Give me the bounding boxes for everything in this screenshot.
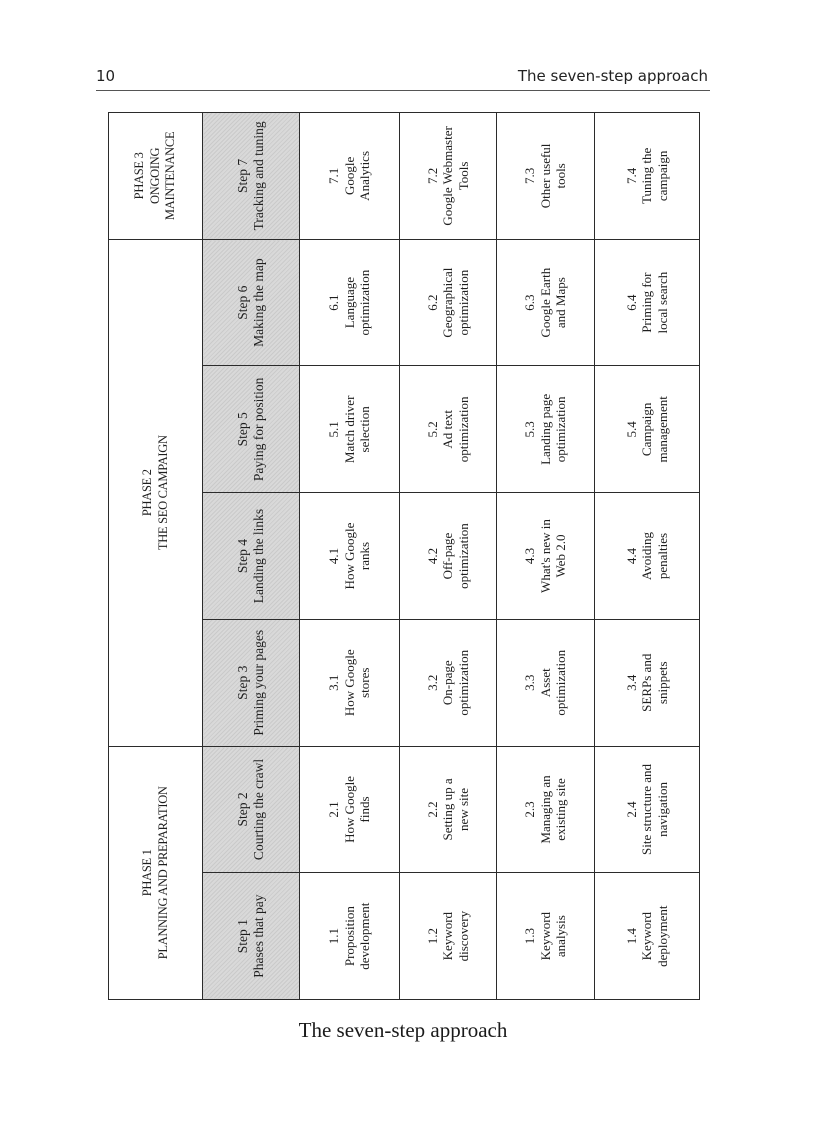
substep-number: 3.4 — [623, 674, 639, 691]
figure-caption: The seven-step approach — [298, 1018, 508, 1042]
substep-cell — [300, 113, 400, 240]
substep-text: optimization — [455, 649, 471, 716]
substep-cell — [497, 113, 595, 240]
substep-text: tools — [553, 163, 569, 189]
substep-text: Tuning the — [639, 147, 655, 205]
substep-row-2 — [400, 113, 497, 1000]
step-2-cell — [203, 746, 300, 873]
substep-cell — [497, 493, 595, 620]
step-1-cell — [203, 873, 300, 1000]
step-4-cell — [203, 493, 300, 620]
substep-number: 2.3 — [522, 801, 538, 818]
substep-text: Off-page — [440, 532, 456, 580]
substep-number: 3.3 — [522, 674, 538, 691]
seven-step-table — [108, 112, 700, 1000]
substep-cell — [595, 113, 700, 240]
substep-number: 3.1 — [326, 674, 342, 691]
step-5-cell — [203, 366, 300, 493]
substep-text: On-page — [440, 660, 456, 706]
phase-2-name: THE SEO CAMPAIGN — [155, 435, 170, 551]
substep-row-1 — [300, 113, 400, 1000]
substep-text: Asset — [537, 668, 553, 698]
substep-cell — [497, 239, 595, 366]
substep-number: 4.3 — [522, 547, 538, 565]
substep-text: navigation — [654, 782, 670, 837]
substep-number: 7.4 — [623, 167, 639, 185]
step-title: Priming your pages — [251, 629, 266, 736]
substep-text: and Maps — [553, 277, 569, 329]
substep-text: snippets — [654, 661, 670, 705]
substep-text: How Google — [341, 776, 357, 843]
substep-cell — [595, 873, 700, 1000]
substep-number: 7.1 — [326, 167, 342, 185]
substep-text: How Google — [341, 522, 357, 590]
substep-cell — [497, 619, 595, 746]
substep-cell — [300, 493, 400, 620]
substep-text: How Google — [341, 649, 357, 717]
substep-text: selection — [357, 406, 373, 453]
substep-number: 4.4 — [623, 547, 639, 565]
phase-1-name: PLANNING AND PREPARATION — [155, 786, 170, 960]
substep-number: 6.2 — [424, 294, 440, 311]
running-title: The seven-step approach — [517, 67, 708, 85]
step-label: Step 2 — [234, 792, 250, 827]
substep-text: discovery — [455, 910, 471, 962]
substep-number: 1.3 — [522, 928, 538, 945]
substep-text: Keyword — [440, 911, 456, 961]
step-label: Step 7 — [234, 158, 250, 193]
step-title: Phases that pay — [251, 894, 266, 978]
substep-text: Landing page — [537, 393, 553, 465]
substep-text: Geographical — [440, 267, 456, 338]
substep-number: 5.2 — [424, 421, 440, 438]
substep-text: management — [654, 396, 670, 463]
substep-number: 6.3 — [522, 294, 538, 311]
phase-2-label: PHASE 2 — [139, 469, 154, 517]
substep-cell — [400, 239, 497, 366]
substep-number: 1.4 — [623, 928, 639, 945]
step-row — [203, 113, 300, 1000]
substep-text: Google Webmaster — [440, 126, 456, 226]
substep-number: 7.2 — [424, 167, 440, 185]
substep-cell — [300, 366, 400, 493]
substep-text: Analytics — [357, 150, 373, 201]
substep-text: Priming for — [639, 272, 655, 333]
phase-3-name-line2: MAINTENANCE — [163, 131, 178, 221]
substep-row-4 — [595, 113, 700, 1000]
substep-cell — [497, 366, 595, 493]
rotated-table-container — [108, 112, 699, 1000]
substep-text: existing site — [553, 778, 569, 841]
phase-3-label: PHASE 3 — [132, 152, 147, 200]
phase-1-cell — [109, 746, 203, 999]
substep-text: Keyword — [639, 911, 655, 961]
substep-text: optimization — [553, 649, 569, 716]
step-title: Paying for position — [251, 377, 266, 482]
step-6-cell — [203, 239, 300, 366]
substep-text: penalties — [654, 532, 670, 580]
substep-text: local search — [654, 271, 670, 334]
substep-cell — [595, 619, 700, 746]
phase-3-name-line1: ONGOING — [147, 147, 162, 205]
substep-text: What's new in — [537, 519, 553, 593]
substep-cell — [595, 239, 700, 366]
step-title: Courting the crawl — [251, 758, 266, 861]
substep-text: optimization — [455, 523, 471, 589]
substep-number: 6.4 — [623, 294, 639, 311]
substep-number: 5.4 — [623, 421, 639, 438]
phase-1-label: PHASE 1 — [139, 849, 154, 897]
substep-text: Other useful — [537, 143, 553, 209]
substep-number: 5.3 — [522, 421, 538, 438]
substep-cell — [497, 873, 595, 1000]
substep-text: Avoiding — [639, 531, 655, 581]
step-7-cell — [203, 113, 300, 240]
substep-text: optimization — [553, 396, 569, 463]
substep-cell — [300, 619, 400, 746]
substep-text: Google Earth — [537, 267, 553, 338]
substep-number: 4.1 — [326, 547, 342, 565]
substep-number: 6.1 — [326, 294, 342, 311]
substep-number: 7.3 — [522, 167, 538, 185]
substep-cell — [400, 366, 497, 493]
substep-number: 3.2 — [424, 674, 440, 691]
substep-text: stores — [357, 667, 373, 698]
substep-text: Web 2.0 — [553, 534, 569, 578]
substep-cell — [400, 493, 497, 620]
step-label: Step 3 — [234, 665, 250, 700]
substep-text: Language — [341, 277, 357, 329]
substep-text: Setting up a — [440, 778, 456, 841]
step-label: Step 4 — [234, 538, 250, 574]
step-label: Step 5 — [234, 412, 250, 447]
step-label: Step 1 — [234, 919, 250, 954]
substep-text: analysis — [553, 915, 569, 958]
substep-number: 4.2 — [424, 547, 440, 565]
substep-text: Managing an — [537, 775, 553, 844]
substep-cell — [300, 746, 400, 873]
substep-cell — [595, 366, 700, 493]
substep-text: ranks — [357, 541, 373, 571]
substep-cell — [497, 746, 595, 873]
substep-cell — [300, 239, 400, 366]
substep-row-3 — [497, 113, 595, 1000]
phase-3-cell — [109, 113, 203, 240]
step-title: Tracking and tuning — [251, 121, 266, 231]
substep-number: 2.4 — [623, 801, 639, 818]
substep-text: Match driver — [341, 395, 357, 464]
substep-text: campaign — [654, 150, 670, 202]
substep-text: SERPs and — [639, 653, 655, 712]
page-header — [96, 60, 710, 91]
substep-text: optimization — [455, 396, 471, 463]
seven-step-table-frame — [108, 112, 699, 1000]
substep-cell — [595, 746, 700, 873]
substep-cell — [400, 619, 497, 746]
substep-number: 2.2 — [424, 801, 440, 818]
substep-text: finds — [357, 796, 373, 823]
substep-number: 1.1 — [326, 928, 342, 945]
substep-text: optimization — [357, 269, 373, 336]
phase-2-cell — [109, 239, 203, 746]
substep-cell — [300, 873, 400, 1000]
substep-text: Google — [341, 156, 357, 196]
substep-number: 2.1 — [326, 801, 342, 818]
substep-cell — [400, 113, 497, 240]
step-title: Making the map — [251, 258, 266, 347]
substep-text: development — [357, 902, 373, 970]
step-3-cell — [203, 619, 300, 746]
substep-cell — [400, 746, 497, 873]
substep-text: Tools — [455, 161, 471, 191]
substep-text: optimization — [455, 269, 471, 336]
substep-number: 5.1 — [326, 421, 342, 438]
substep-text: Proposition — [341, 906, 357, 967]
substep-cell — [595, 493, 700, 620]
substep-text: deployment — [654, 905, 670, 967]
substep-number: 1.2 — [424, 928, 440, 945]
page-number: 10 — [96, 67, 116, 85]
substep-text: Ad text — [440, 410, 456, 449]
step-title: Landing the links — [251, 508, 266, 604]
substep-text: Campaign — [639, 402, 655, 457]
substep-text: Keyword — [537, 911, 553, 961]
substep-text: Site structure and — [639, 763, 655, 855]
phase-row — [109, 113, 203, 1000]
step-label: Step 6 — [234, 285, 250, 320]
substep-text: new site — [455, 787, 471, 831]
substep-cell — [400, 873, 497, 1000]
